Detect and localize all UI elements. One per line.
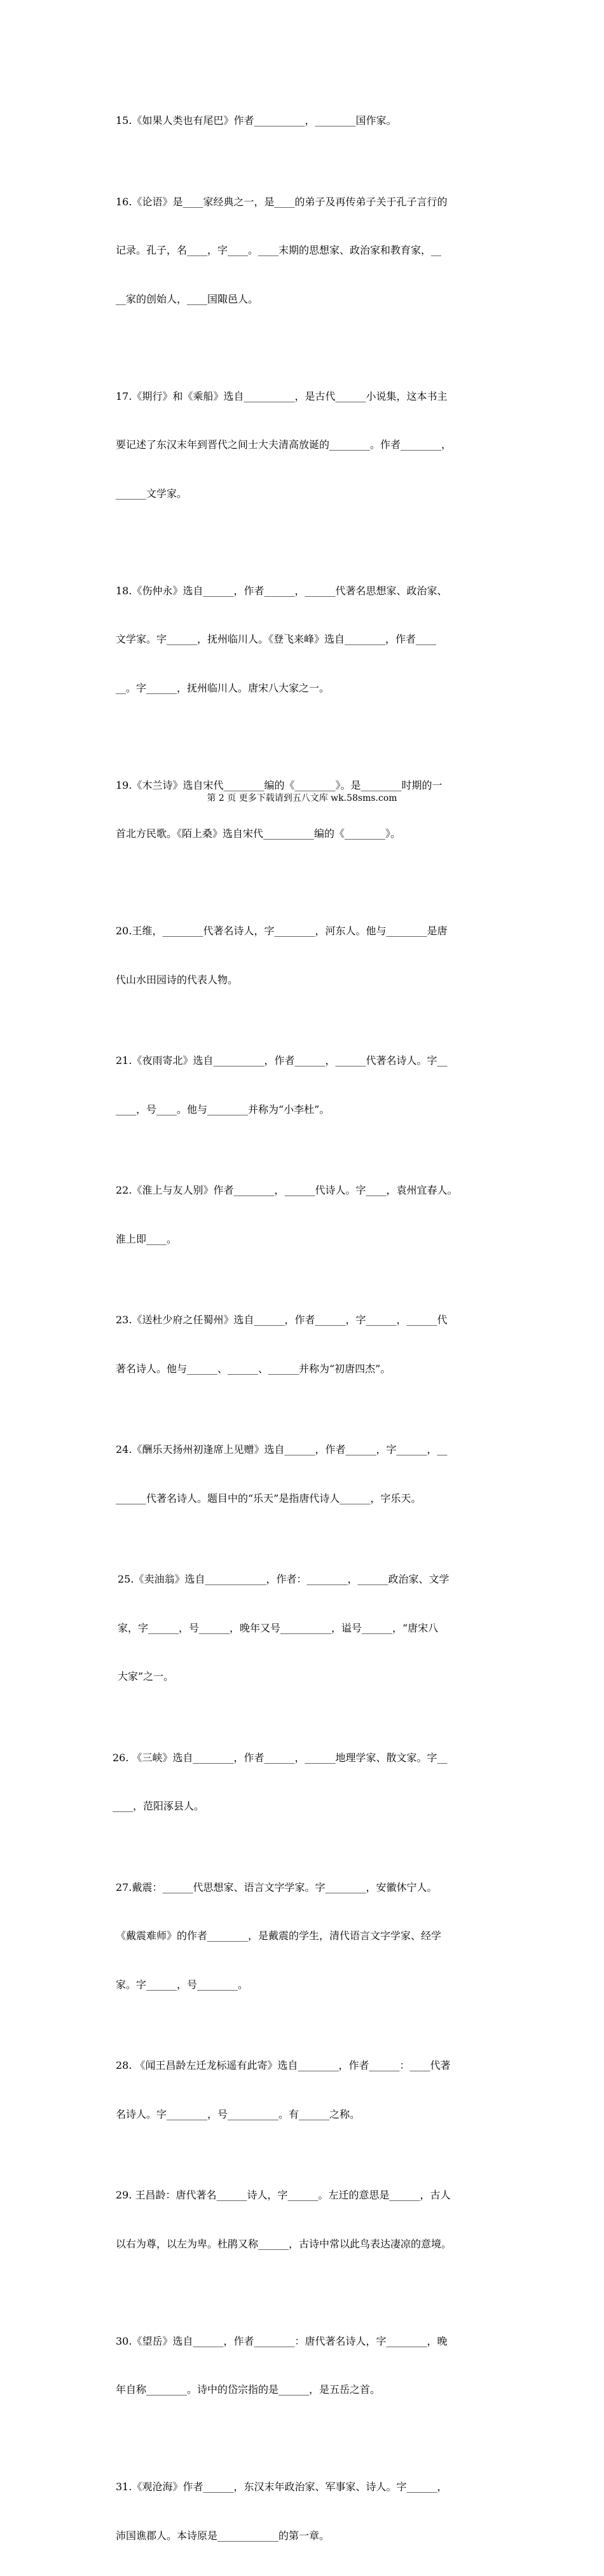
question-line: 首北方民歌。《陌上桑》选自宋代__________编的《________》。: [116, 828, 401, 840]
question-21: [116, 1020, 529, 1150]
question-line: 26. 《三峡》选自________，作者______，______地理学家、散文家。字__: [113, 1751, 448, 1764]
question-line: 18.《伤仲永》选自______，作者______，______代著名思想家、政治家、: [116, 584, 448, 597]
question-line: 22.《淮上与友人别》作者________，______代诗人。字____，袁州宜春人。: [116, 1184, 458, 1196]
question-line: 24.《酬乐天扬州初逢席上见赠》选自______，作者______，字______，__: [116, 1443, 448, 1455]
question-line: 19.《木兰诗》选自宋代________编的《________》。是________时期的一: [116, 779, 443, 791]
question-line: 淮上即____。: [116, 1232, 177, 1245]
question-line: 以右为尊，以左为卑。杜鹃又称______，古诗中常以此鸟表达凄凉的意境。: [116, 2237, 452, 2250]
question-26: [113, 1717, 529, 1847]
paragraph-gap: [116, 2284, 529, 2301]
question-line: 16.《论语》是____家经典之一，是____的弟子及再传弟子关于孔子言行的: [116, 195, 448, 208]
question-27: [116, 1847, 529, 2026]
question-20: [116, 890, 529, 1020]
question-22: [116, 1150, 529, 1279]
question-line: ____，范阳涿县人。: [113, 1800, 205, 1812]
question-30: [116, 2301, 529, 2430]
question-line: ____，号____。他与________并称为“小李杜”。: [116, 1103, 330, 1115]
page-footer: 第 2 页 更多下载请到五八文库 wk.58sms.com: [207, 793, 397, 803]
question-line: 21.《夜雨寄北》选自__________，作者______，______代著名诗人。字__: [116, 1054, 448, 1067]
question-line: ______代著名诗人。题目中的“乐天”是指唐代诗人______，字乐天。: [116, 1492, 422, 1504]
question-line: 15.《如果人类也有尾巴》作者__________，________国作家。: [116, 114, 397, 126]
question-line: 家。字______，号________。: [116, 1978, 249, 1991]
question-line: 记录。孔子，名____，字____。____末期的思想家、政治家和教育家，__: [116, 244, 442, 256]
question-line: ______文学家。: [116, 487, 188, 500]
question-line: 27.戴震：______代思想家、语言文字学家。字________，安徽休宁人。: [116, 1881, 437, 1893]
paragraph-gap: [116, 728, 529, 745]
paragraph-gap: [116, 875, 529, 891]
question-15: [116, 80, 529, 161]
question-list: [113, 80, 529, 2576]
question-25: [118, 1539, 529, 1717]
paragraph-gap: [116, 534, 529, 550]
question-line: 要记述了东汉末年到晋代之间士大夫清高放诞的________。作者________，: [116, 439, 452, 451]
paragraph-gap: [116, 339, 529, 356]
question-line: 年自称________。诗中的岱宗指的是______，是五岳之首。: [116, 2383, 381, 2395]
question-line: 沛国谯郡人。本诗原是____________的第一章。: [116, 2529, 330, 2542]
question-line: 大家”之一。: [118, 1670, 174, 1682]
question-28: [116, 2025, 529, 2155]
question-line: 29. 王昌龄：唐代著名______诗人，字______。左迁的意思是______，古人: [116, 2189, 451, 2201]
question-29: [116, 2155, 529, 2284]
question-line: __。字______，抚州临川人。唐宋八大家之一。: [116, 681, 330, 694]
question-line: 30.《望岳》选自______，作者________：唐代著名诗人，字________，晚: [116, 2334, 448, 2347]
question-19: [116, 745, 529, 875]
paragraph-gap: [116, 2430, 529, 2447]
question-line: 《戴震难师》的作者________，是戴震的学生，清代语言文字学家、经学: [116, 1930, 442, 1942]
question-line: 28. 《闻王昌龄左迁龙标遥有此寄》选自________，作者______：____代著: [116, 2059, 451, 2071]
question-31: [116, 2446, 529, 2576]
question-line: 25.《卖油翁》选自____________，作者：________，______政治家、文学: [118, 1573, 450, 1585]
question-23: [116, 1279, 529, 1409]
question-line: 20.王维，________代著名诗人，字________，河东人。他与________是唐: [116, 925, 448, 937]
question-line: 家，字______，号______，晚年又号__________，谥号______，“唐宋八: [118, 1621, 439, 1634]
question-line: 31.《观沧海》作者______，东汉末年政治家、军事家、诗人。字______，: [116, 2481, 448, 2493]
question-line: 著名诗人。他与______、______、______并称为“初唐四杰”。: [116, 1362, 391, 1375]
question-line: 文学家。字______，抚州临川人。《登飞来峰》选自________，作者____: [116, 633, 437, 645]
question-24: [116, 1409, 529, 1539]
question-line: 名诗人。字________，号__________。有______之称。: [116, 2108, 360, 2120]
question-17: [116, 356, 529, 535]
question-line: 17.《期行》和《乘船》选自__________，是古代______小说集，这本书主: [116, 390, 448, 402]
question-line: __家的创始人，____国陬邑人。: [116, 292, 259, 305]
question-line: 23.《送杜少府之任蜀州》选自______，作者______，字______，______代: [116, 1314, 448, 1326]
question-line: 代山水田园诗的代表人物。: [116, 973, 238, 986]
question-18: [116, 550, 529, 729]
question-16: [116, 161, 529, 340]
